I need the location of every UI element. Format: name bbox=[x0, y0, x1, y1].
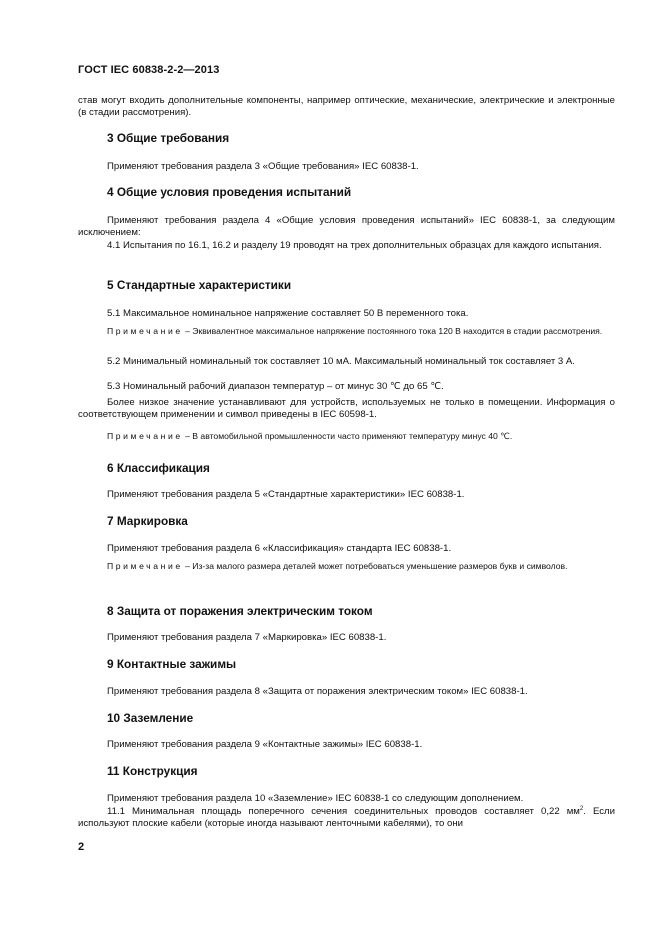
section-5-paragraph-1: 5.1 Максимальное номинальное напряжение составляет 50 В переменного тока. bbox=[107, 308, 469, 319]
document-header: ГОСТ IEC 60838-2-2—2013 bbox=[78, 64, 220, 76]
note-label: Примечание bbox=[107, 326, 183, 336]
section-8-heading: 8 Защита от поражения электрическим током bbox=[107, 604, 373, 618]
superscript: 2 bbox=[579, 806, 584, 812]
section-7-heading: 7 Маркировка bbox=[107, 514, 188, 528]
section-9-heading: 9 Контактные зажимы bbox=[107, 657, 237, 671]
page-number: 2 bbox=[78, 841, 85, 853]
section-7-paragraph: Применяют требования раздела 6 «Классификация» стандарта IEC 60838-1. bbox=[107, 543, 452, 554]
section-7-note bbox=[78, 561, 615, 572]
section-4-paragraph-2: 4.1 Испытания по 16.1, 16.2 и разделу 19 проводят на трех дополнительных образцах для каждого испытания. bbox=[107, 240, 602, 251]
section-5-paragraph-4: Более низкое значение устанавливают для устройств, используемых не только в помещении. Информация о соответствующем применении и символ приведены в IEC 60598-1. bbox=[78, 397, 615, 421]
section-5-paragraph-2: 5.2 Минимальный номинальный ток составляет 10 мА. Максимальный номинальный ток составляет 3 А. bbox=[107, 356, 575, 367]
section-5-heading: 5 Стандартные характеристики bbox=[107, 278, 292, 292]
paragraph-text: 11.1 Минимальная площадь поперечного сечения соединительных проводов составляет 0,22 мм bbox=[107, 806, 580, 817]
intro-paragraph: став могут входить дополнительные компоненты, например оптические, механические, электрические и электронные (в стадии рассмотрения). bbox=[78, 95, 615, 119]
section-8-paragraph: Применяют требования раздела 7 «Маркировка» IEC 60838-1. bbox=[107, 632, 387, 643]
paragraph-text: . Если используют плоские кабели (которые иногда называют ленточными кабелями), то они bbox=[78, 806, 615, 830]
section-4-heading: 4 Общие условия проведения испытаний bbox=[107, 185, 352, 199]
section-5-note-1 bbox=[78, 326, 615, 337]
section-5-note-2 bbox=[78, 431, 615, 442]
section-11-paragraph-2 bbox=[78, 806, 615, 830]
note-label: Примечание bbox=[107, 561, 183, 571]
section-10-heading: 10 Заземление bbox=[107, 711, 194, 725]
section-11-heading: 11 Конструкция bbox=[107, 764, 198, 778]
note-label: Примечание bbox=[107, 431, 183, 441]
section-10-paragraph: Применяют требования раздела 9 «Контактные зажимы» IEC 60838-1. bbox=[107, 739, 423, 750]
section-4-paragraph-1: Применяют требования раздела 4 «Общие условия проведения испытаний» IEC 60838-1, за следующим исключением: bbox=[78, 215, 615, 239]
note-text: – В автомобильной промышленности часто применяют температуру минус 40 ℃. bbox=[182, 431, 513, 441]
section-3-paragraph: Применяют требования раздела 3 «Общие требования» IEC 60838-1. bbox=[107, 161, 419, 172]
note-text: – Эквивалентное максимальное напряжение постоянного тока 120 В находится в стадии рассмотрения. bbox=[182, 326, 603, 336]
section-9-paragraph: Применяют требования раздела 8 «Защита от поражения электрическим током» IEC 60838-1. bbox=[107, 686, 528, 697]
section-11-paragraph-1: Применяют требования раздела 10 «Заземление» IEC 60838-1 со следующим дополнением. bbox=[107, 793, 524, 804]
section-3-heading: 3 Общие требования bbox=[107, 131, 230, 145]
section-5-paragraph-3: 5.3 Номинальный рабочий диапазон температур – от минус 30 ℃ до 65 ℃. bbox=[107, 381, 444, 392]
note-text: – Из-за малого размера деталей может потребоваться уменьшение размеров букв и символов. bbox=[182, 561, 568, 571]
section-6-paragraph: Применяют требования раздела 5 «Стандартные характеристики» IEC 60838-1. bbox=[107, 489, 465, 500]
section-6-heading: 6 Классификация bbox=[107, 461, 210, 475]
